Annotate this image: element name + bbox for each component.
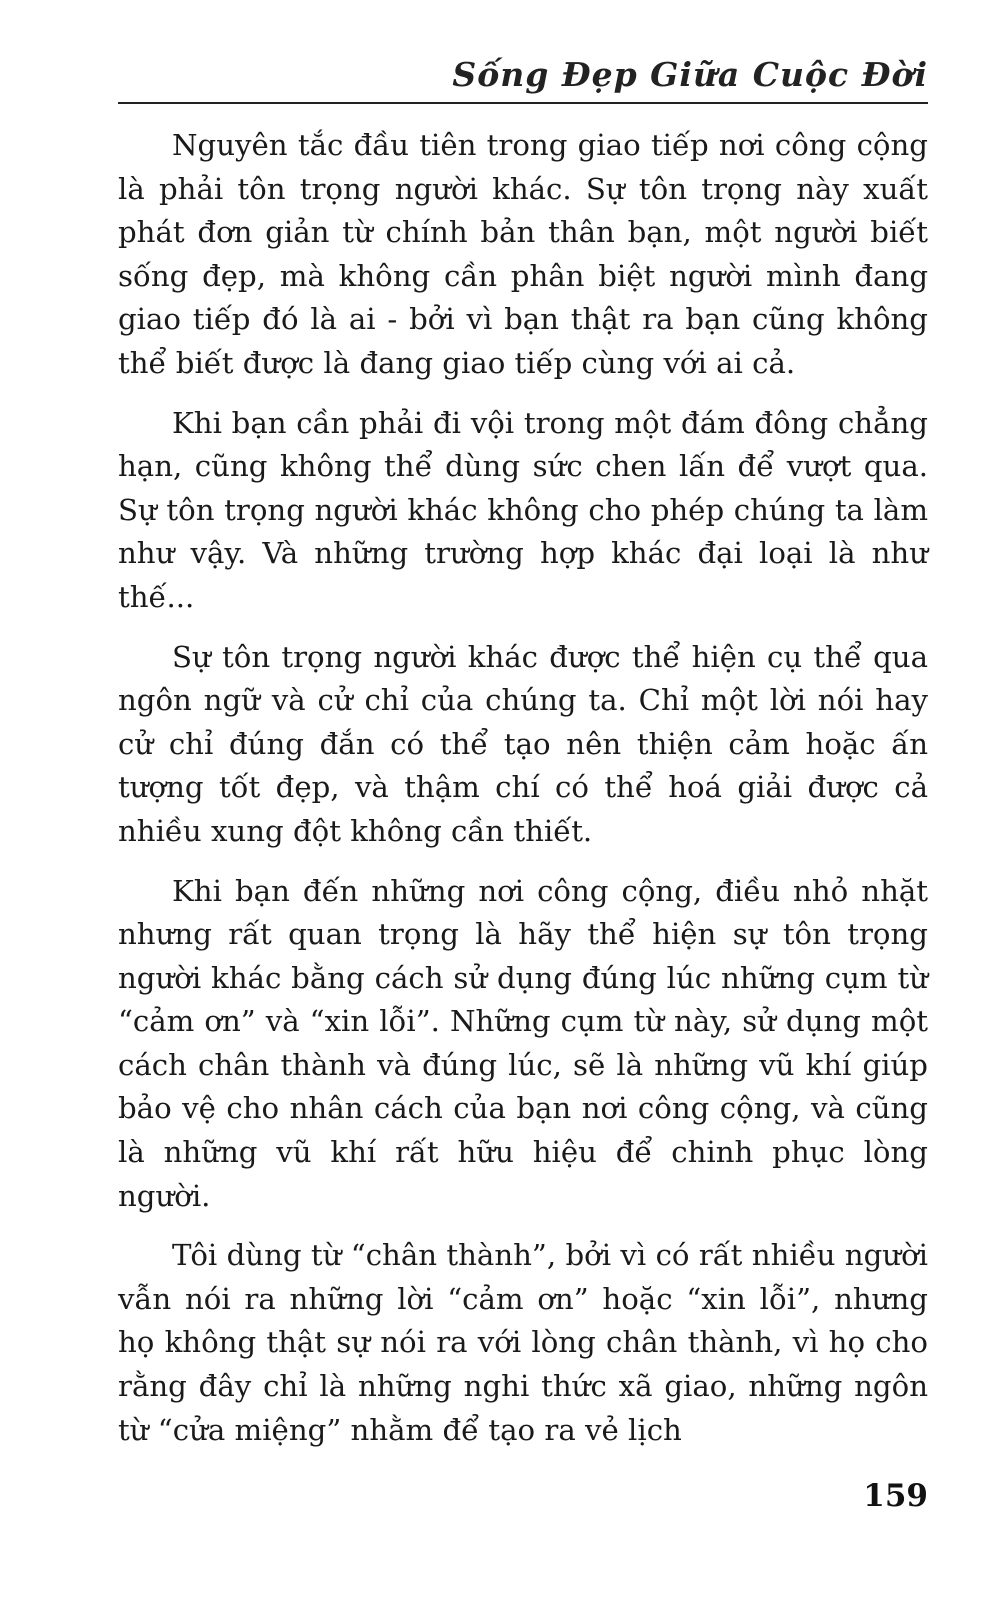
running-title: Sống Đẹp Giữa Cuộc Đời (452, 55, 928, 94)
paragraph: Nguyên tắc đầu tiên trong giao tiếp nơi công cộng là phải tôn trọng người khác. Sự tôn trọng này xuất phát đơn giản từ chính bản thân bạn, một người biết sống đẹp, mà không cần phân biệt người mình đang giao tiếp đó là ai - bởi vì bạn thật ra bạn cũng không thể biết được là đang giao tiếp cùng với ai cả. (118, 128, 928, 380)
body-text (118, 124, 928, 1468)
paragraph: Khi bạn đến những nơi công cộng, điều nhỏ nhặt nhưng rất quan trọng là hãy thể hiện sự tôn trọng người khác bằng cách sử dụng đúng lúc những cụm từ “cảm ơn” và “xin lỗi”. Những cụm từ này, sử dụng một cách chân thành và đúng lúc, sẽ là những vũ khí giúp bảo vệ cho nhân cách của bạn nơi công cộng, và cũng là những vũ khí rất hữu hiệu để chinh phục lòng người. (118, 873, 928, 1213)
running-header (118, 52, 928, 104)
paragraph: Sự tôn trọng người khác được thể hiện cụ thể qua ngôn ngữ và cử chỉ của chúng ta. Chỉ một lời nói hay cử chỉ đúng đắn có thể tạo nên thiện cảm hoặc ấn tượng tốt đẹp, và thậm chí có thể hoá giải được cả nhiều xung đột không cần thiết. (118, 639, 928, 848)
paragraph: Tôi dùng từ “chân thành”, bởi vì có rất nhiều người vẫn nói ra những lời “cảm ơn” hoặc “xin lỗi”, nhưng họ không thật sự nói ra với lòng chân thành, vì họ cho rằng đây chỉ là những nghi thức xã giao, những ngôn từ “cửa miệng” nhằm để tạo ra vẻ lịch (118, 1238, 928, 1447)
paragraph: Khi bạn cần phải đi vội trong một đám đông chẳng hạn, cũng không thể dùng sức chen lấn để vượt qua. Sự tôn trọng người khác không cho phép chúng ta làm như vậy. Và những trường hợp khác đại loại là như thế... (118, 405, 928, 614)
page-number: 159 (863, 1478, 928, 1514)
